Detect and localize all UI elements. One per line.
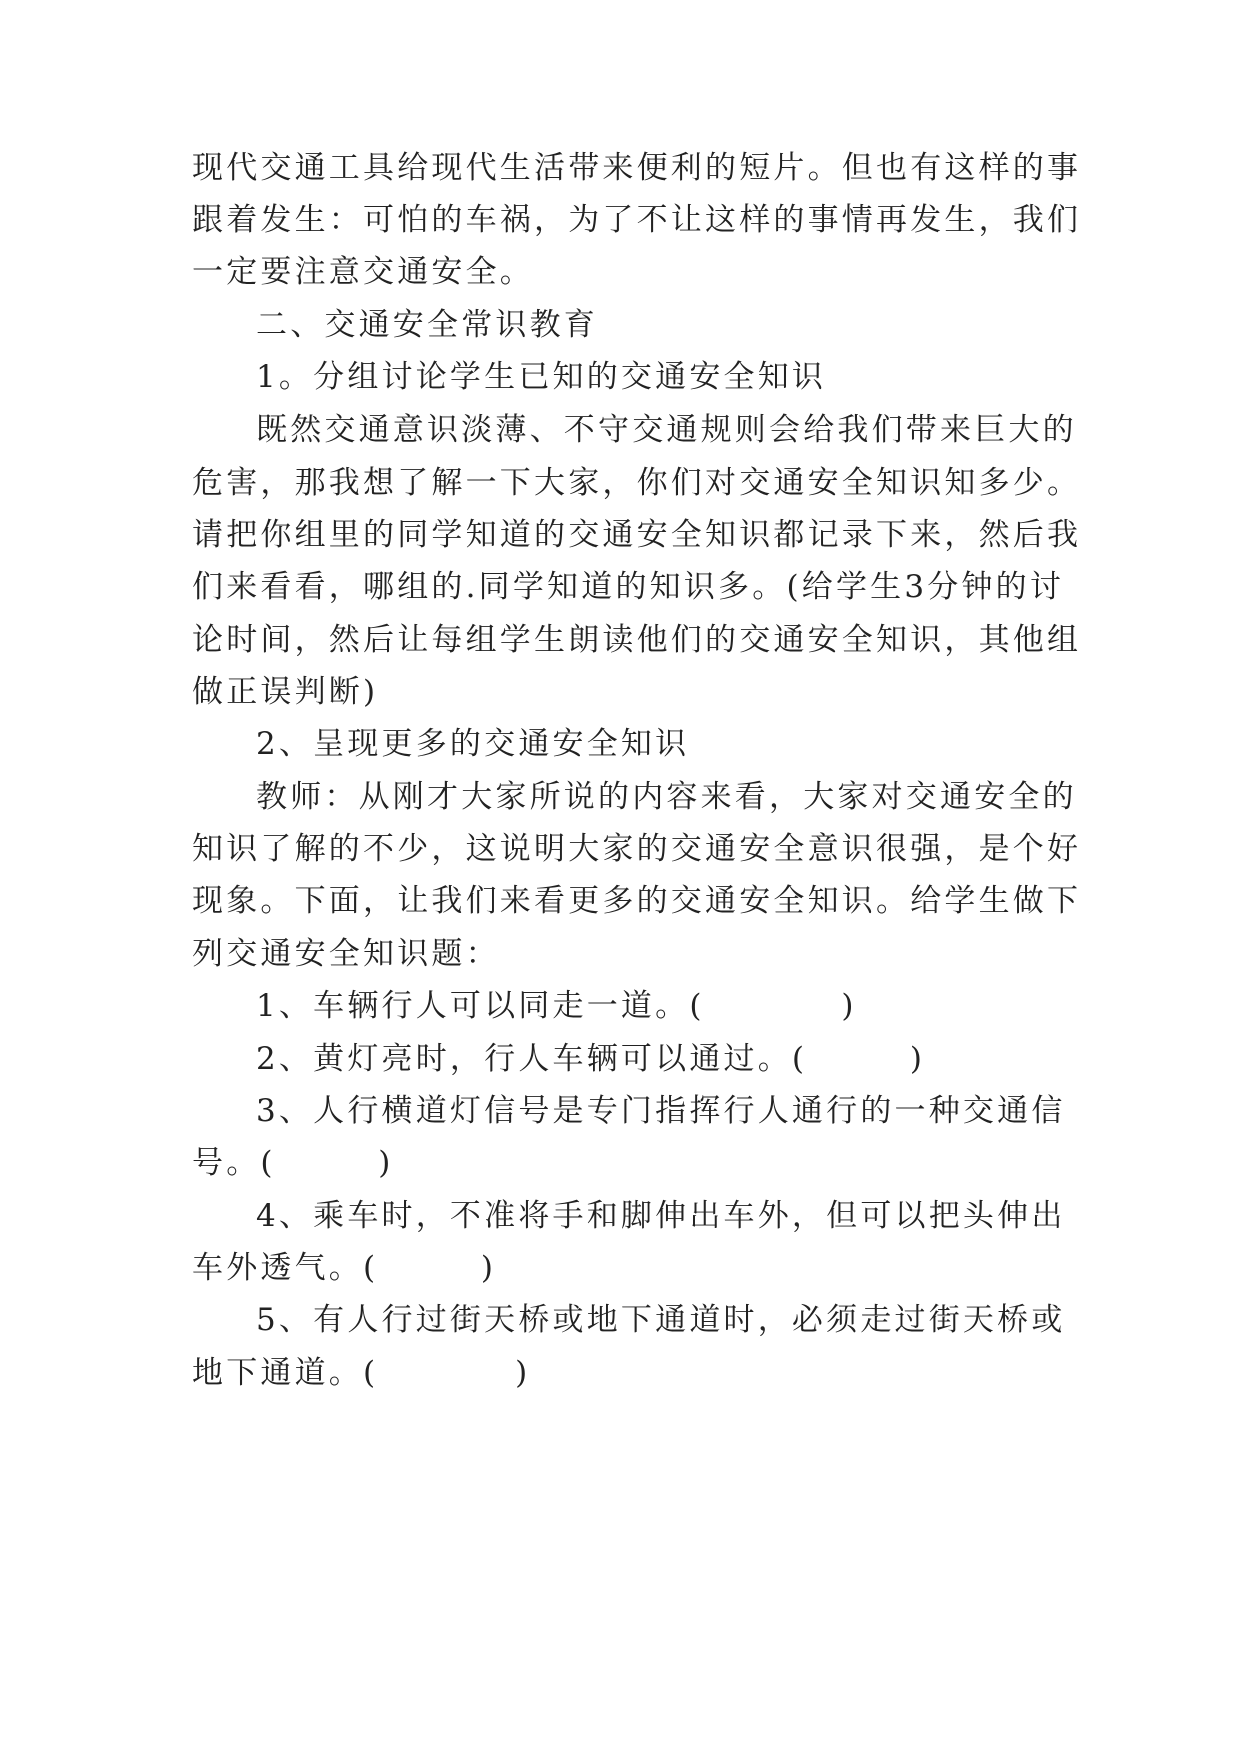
quiz-item: 1、车辆行人可以同走一道。( ) — [256, 988, 857, 1024]
subsection-heading: 2、呈现更多的交通安全知识 — [256, 726, 690, 762]
quiz-item: 4、乘车时，不准将手和脚伸出车外，但可以把头伸出 — [256, 1198, 1066, 1234]
quiz-item: 3、人行横道灯信号是专门指挥行人通行的一种交通信 — [256, 1093, 1066, 1129]
paragraph-line: 一定要注意交通安全。 — [192, 254, 534, 290]
paragraph-line: 列交通安全知识题： — [192, 936, 500, 972]
paragraph-line: 跟着发生：可怕的车祸，为了不让这样的事情再发生，我们 — [192, 202, 1082, 238]
paragraph-line: 们来看看，哪组的.同学知道的知识多。(给学生3分钟的讨 — [192, 569, 1065, 605]
quiz-item-continued: 号。( ) — [192, 1145, 394, 1181]
section-heading: 二、交通安全常识教育 — [256, 307, 598, 343]
paragraph-line: 教师：从刚才大家所说的内容来看，大家对交通安全的 — [256, 779, 1077, 815]
paragraph-line: 既然交通意识淡薄、不守交通规则会给我们带来巨大的 — [256, 412, 1077, 448]
quiz-item: 5、有人行过街天桥或地下通道时，必须走过街天桥或 — [256, 1302, 1066, 1338]
paragraph-line: 知识了解的不少，这说明大家的交通安全意识很强，是个好 — [192, 831, 1082, 867]
paragraph-line: 危害，那我想了解一下大家，你们对交通安全知识知多少。 — [192, 465, 1082, 501]
quiz-item-continued: 车外透气。( ) — [192, 1250, 497, 1286]
subsection-heading: 1。分组讨论学生已知的交通安全知识 — [256, 359, 827, 395]
paragraph-line: 现象。下面，让我们来看更多的交通安全知识。给学生做下 — [192, 883, 1082, 919]
paragraph-line: 请把你组里的同学知道的交通安全知识都记录下来，然后我 — [192, 517, 1082, 553]
quiz-item: 2、黄灯亮时，行人车辆可以通过。( ) — [256, 1041, 926, 1077]
quiz-item-continued: 地下通道。( ) — [192, 1355, 531, 1391]
paragraph-line: 论时间，然后让每组学生朗读他们的交通安全知识，其他组 — [192, 622, 1082, 658]
paragraph-line: 做正误判断) — [192, 674, 379, 710]
paragraph-line: 现代交通工具给现代生活带来便利的短片。但也有这样的事 — [192, 150, 1082, 186]
